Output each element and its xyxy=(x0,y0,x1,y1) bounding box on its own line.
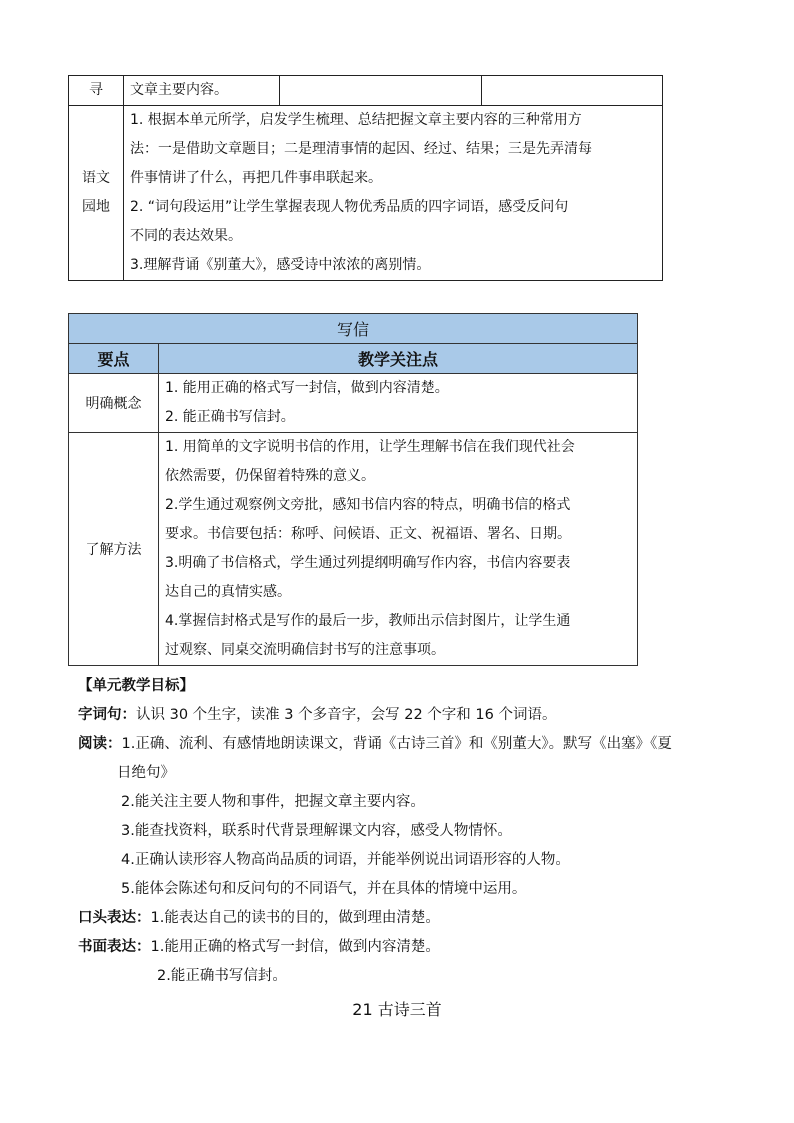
goal-oral xyxy=(78,908,440,928)
focus-line: 3.明确了书信格式，学生通过列提纲明确写作内容，书信内容要表 xyxy=(165,555,571,571)
lesson-title: 21 古诗三首 xyxy=(352,1000,442,1019)
content-line: 1. 根据本单元所学，启发学生梳理、总结把握文章主要内容的三种常用方 xyxy=(130,112,582,128)
focus-text xyxy=(159,374,638,433)
goal-text: 4.正确认读形容人物高尚品质的词语，并能举例说出词语形容的人物。 xyxy=(121,852,570,868)
writing-table xyxy=(68,313,638,666)
table-row xyxy=(69,106,663,281)
key-point: 明确概念 xyxy=(69,374,159,433)
focus-line: 1. 能用正确的格式写一封信，做到内容清楚。 xyxy=(165,380,449,396)
goal-text: 5.能体会陈述句和反问句的不同语气，并在具体的情境中运用。 xyxy=(121,881,527,897)
goal-reading xyxy=(78,734,672,754)
content-line: 2. “词句段运用”让学生掌握表现人物优秀品质的四字词语，感受反问句 xyxy=(130,199,569,215)
goal-text: 日绝句》 xyxy=(117,765,175,781)
row-label: 寻 xyxy=(69,76,124,106)
content-line: 不同的表达效果。 xyxy=(130,228,242,244)
goals-heading: 【单元教学目标】 xyxy=(78,678,194,694)
goal-text: 3.能查找资料，联系时代背景理解课文内容，感受人物情怀。 xyxy=(121,823,512,839)
focus-line: 要求。书信要包括：称呼、问候语、正文、祝福语、署名、日期。 xyxy=(165,526,571,542)
content-line: 3.理解背诵《别董大》，感受诗中浓浓的离别情。 xyxy=(130,257,431,273)
content-line: 法：一是借助文章题目；二是理清事情的起因、经过、结果；三是先弄清每 xyxy=(130,141,592,157)
row-content xyxy=(124,106,663,281)
goal-words xyxy=(78,705,556,725)
goal-text: 认识 30 个生字，读准 3 个多音字，会写 22 个字和 16 个词语。 xyxy=(136,707,557,723)
unit-table-top xyxy=(68,75,663,281)
content-line: 件事情讲了什么，再把几件事串联起来。 xyxy=(130,170,382,186)
table-title-row xyxy=(69,314,638,344)
goal-text: 1.能用正确的格式写一封信，做到内容清楚。 xyxy=(150,939,440,955)
table-row xyxy=(69,433,638,666)
focus-line: 过观察、同桌交流明确信封书写的注意事项。 xyxy=(165,642,445,658)
goal-label: 口头表达： xyxy=(78,910,151,926)
table-row xyxy=(69,374,638,433)
focus-line: 2. 能正确书写信封。 xyxy=(165,409,295,425)
focus-line: 达自己的真情实感。 xyxy=(165,584,291,600)
label-line: 园地 xyxy=(82,199,110,215)
goal-written xyxy=(78,937,440,957)
goal-text: 2.能正确书写信封。 xyxy=(157,968,287,984)
goal-text: 1.能表达自己的读书的目的，做到理由清楚。 xyxy=(150,910,440,926)
row-label xyxy=(69,106,124,281)
column-header: 教学关注点 xyxy=(159,344,638,374)
column-header: 要点 xyxy=(69,344,159,374)
table-title: 写信 xyxy=(69,314,638,344)
key-point: 了解方法 xyxy=(69,433,159,666)
goal-label: 字词句： xyxy=(78,707,136,723)
focus-line: 依然需要，仍保留着特殊的意义。 xyxy=(165,468,375,484)
goal-label: 书面表达： xyxy=(78,939,151,955)
empty-cell xyxy=(482,76,663,106)
goal-text: 1.正确、流利、有感情地朗读课文，背诵《古诗三首》和《别董大》。默写《出塞》《夏 xyxy=(121,736,672,752)
focus-line: 4.掌握信封格式是写作的最后一步，教师出示信封图片，让学生通 xyxy=(165,613,571,629)
table-header-row xyxy=(69,344,638,374)
goal-label: 阅读： xyxy=(78,736,122,752)
focus-line: 1. 用简单的文字说明书信的作用，让学生理解书信在我们现代社会 xyxy=(165,439,575,455)
label-line: 语文 xyxy=(82,170,110,186)
row-content: 文章主要内容。 xyxy=(124,76,280,106)
focus-text xyxy=(159,433,638,666)
empty-cell xyxy=(280,76,482,106)
goal-text: 2.能关注主要人物和事件，把握文章主要内容。 xyxy=(121,794,425,810)
focus-line: 2.学生通过观察例文旁批，感知书信内容的特点，明确书信的格式 xyxy=(165,497,571,513)
table-row xyxy=(69,76,663,106)
